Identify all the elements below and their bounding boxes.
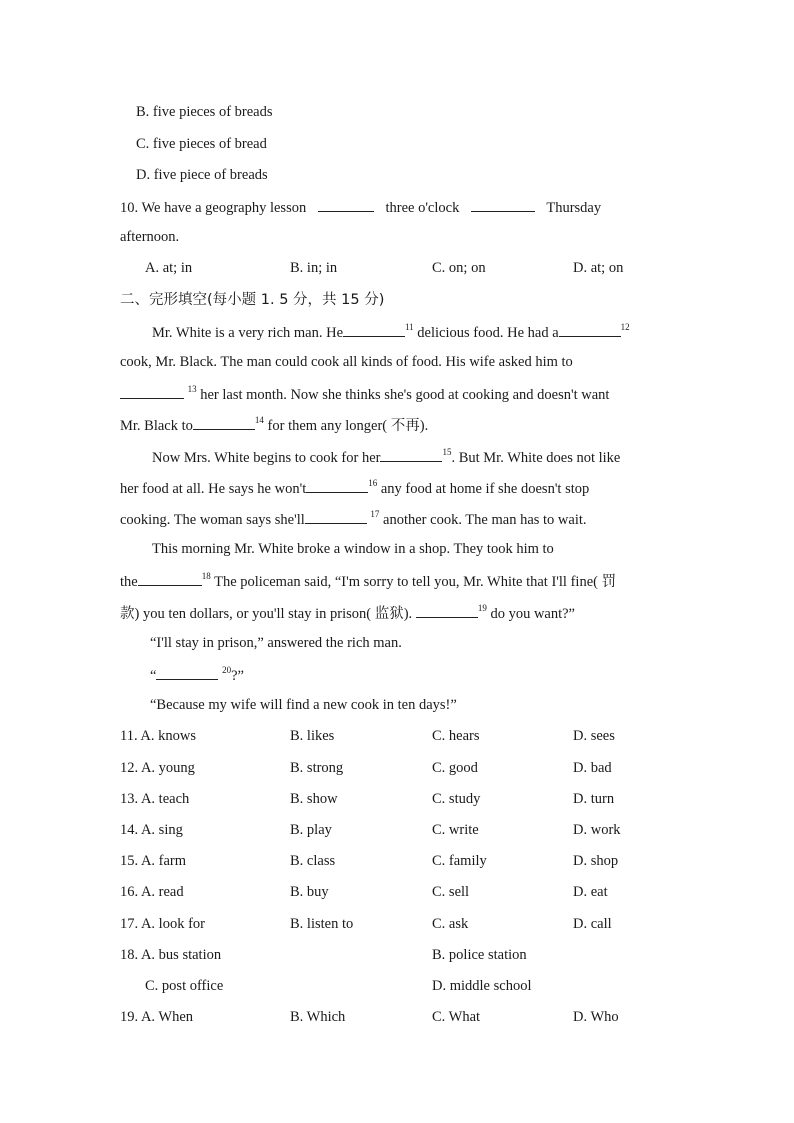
blank-16: [306, 478, 368, 493]
blank-11: [343, 322, 405, 337]
blank-number: 17: [370, 509, 380, 519]
option-c: C. study: [432, 791, 481, 807]
option-c: C. sell: [432, 884, 470, 900]
passage-text: . But Mr. White does not like: [451, 450, 621, 466]
option-b: B. Which: [290, 1009, 346, 1025]
option-b: B. strong: [290, 760, 344, 776]
passage-line: [120, 478, 589, 498]
q9-option-c: C. five pieces of bread: [136, 136, 267, 152]
blank-19: [416, 603, 478, 618]
q9-option-b: B. five pieces of breads: [136, 104, 273, 120]
option-b: B. police station: [432, 947, 527, 963]
option-c: C. write: [432, 822, 479, 838]
q10-option-c: C. on; on: [432, 260, 486, 276]
passage-line: [120, 603, 575, 623]
q10-stem-part: 10. We have a geography lesson: [120, 200, 307, 216]
option-c: C. post office: [145, 978, 224, 994]
option-c: C. ask: [432, 916, 469, 932]
blank-number: 12: [620, 322, 630, 332]
section-heading: 二、完形填空(每小题 1. 5 分，共 15 分): [120, 292, 385, 308]
passage-text: Now Mrs. White begins to cook for her: [152, 450, 381, 466]
q10-stem: [120, 197, 673, 217]
q10-option-d: D. at; on: [573, 260, 624, 276]
blank-number: 11: [405, 322, 414, 332]
option-b: B. play: [290, 822, 332, 838]
passage-text: delicious food. He had a: [413, 325, 559, 341]
option-c: C. hears: [432, 728, 480, 744]
passage-text: Mr. White is a very rich man. He: [152, 325, 343, 341]
passage-line: [120, 509, 587, 529]
passage-text: another cook. The man has to wait.: [379, 512, 587, 528]
q10-stem-end: afternoon.: [120, 229, 180, 245]
option-a: 18. A. bus station: [120, 947, 222, 963]
option-a: 11. A. knows: [120, 728, 196, 744]
option-a: 15. A. farm: [120, 853, 187, 869]
option-d: D. middle school: [432, 978, 532, 994]
option-b: B. likes: [290, 728, 335, 744]
passage-text: 款) you ten dollars, or you'll stay in prison( 监狱).: [120, 606, 413, 622]
option-d: D. Who: [573, 1009, 619, 1025]
passage-text: The policeman said, “I'm sorry to tell you, Mr. White that I'll fine( 罚: [210, 574, 617, 590]
option-a: 13. A. teach: [120, 791, 190, 807]
passage-line: [120, 384, 609, 404]
option-d: D. work: [573, 822, 621, 838]
passage-text: cooking. The woman says she'll: [120, 512, 305, 528]
blank-17: [305, 509, 367, 524]
option-d: D. sees: [573, 728, 615, 744]
q10-blank-2: [471, 197, 535, 212]
blank-number: 14: [254, 415, 264, 425]
option-d: D. eat: [573, 884, 608, 900]
blank-15: [380, 447, 442, 462]
option-d: D. bad: [573, 760, 612, 776]
option-d: D. shop: [573, 853, 619, 869]
blank-14: [193, 415, 255, 430]
passage-line: [152, 322, 630, 342]
blank-12: [559, 322, 621, 337]
q10-stem-part: three o'clock: [385, 200, 460, 216]
blank-number: 15: [442, 447, 452, 457]
option-c: C. good: [432, 760, 478, 776]
passage-text: “: [150, 668, 157, 684]
passage-line: “I'll stay in prison,” answered the rich man.: [150, 635, 402, 651]
option-a: 14. A. sing: [120, 822, 183, 838]
q9-option-d: D. five piece of breads: [136, 167, 268, 183]
q10-stem-part: Thursday: [546, 200, 602, 216]
option-b: B. listen to: [290, 916, 354, 932]
passage-text: for them any longer( 不再).: [263, 418, 429, 434]
blank-18: [138, 571, 202, 586]
q10-option-b: B. in; in: [290, 260, 338, 276]
passage-line: cook, Mr. Black. The man could cook all kinds of food. His wife asked him to: [120, 354, 573, 370]
q10-blank-1: [318, 197, 374, 212]
option-a: 17. A. look for: [120, 916, 205, 932]
passage-text: Mr. Black to: [120, 418, 193, 434]
passage-line: “Because my wife will find a new cook in ten days!”: [150, 697, 457, 713]
passage-text: ?”: [231, 668, 244, 684]
passage-line: This morning Mr. White broke a window in a shop. They took him to: [152, 541, 554, 557]
blank-number: 20: [222, 665, 232, 675]
passage-text: the: [120, 574, 138, 590]
passage-text: her food at all. He says he won't: [120, 481, 307, 497]
blank-20: [156, 665, 218, 680]
option-c: C. family: [432, 853, 487, 869]
option-d: D. turn: [573, 791, 615, 807]
blank-number: 13: [187, 384, 197, 394]
option-a: 12. A. young: [120, 760, 195, 776]
passage-line: [120, 571, 616, 591]
option-a: 16. A. read: [120, 884, 184, 900]
blank-13: [120, 384, 184, 399]
option-d: D. call: [573, 916, 612, 932]
option-c: C. What: [432, 1009, 481, 1025]
passage-text: any food at home if she doesn't stop: [377, 481, 590, 497]
option-a: 19. A. When: [120, 1009, 194, 1025]
option-b: B. buy: [290, 884, 329, 900]
blank-number: 16: [368, 478, 378, 488]
passage-line: [120, 415, 428, 435]
blank-number: 18: [201, 571, 211, 581]
q10-option-a: A. at; in: [145, 260, 193, 276]
option-b: B. class: [290, 853, 336, 869]
option-b: B. show: [290, 791, 338, 807]
passage-line: [152, 447, 620, 467]
passage-line: [150, 665, 244, 685]
passage-text: her last month. Now she thinks she's good at cooking and doesn't want: [196, 387, 610, 403]
blank-number: 19: [477, 603, 487, 613]
passage-text: do you want?”: [486, 606, 575, 622]
